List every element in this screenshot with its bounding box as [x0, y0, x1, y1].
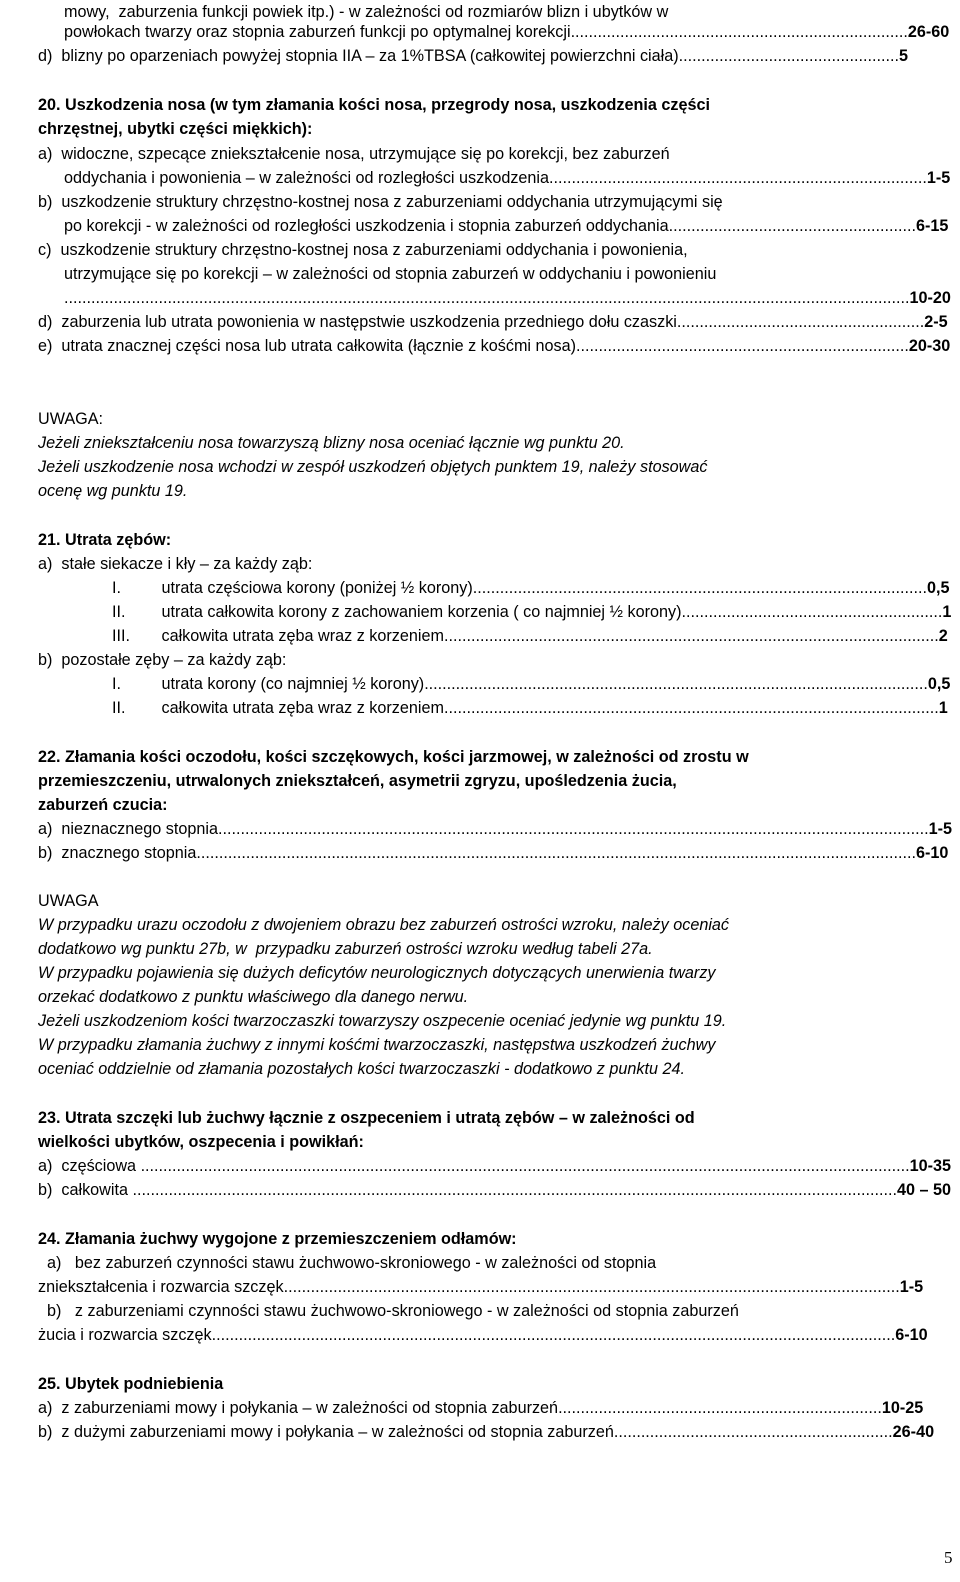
score-value: 2-5 — [924, 313, 948, 331]
text-line — [38, 529, 171, 551]
line-text: ocenę wg punktu 19. — [38, 482, 188, 500]
score-value: 26-40 — [892, 1423, 935, 1441]
text-line — [38, 1276, 923, 1298]
leader-dots: .......................................................... — [681, 603, 943, 621]
leader-dots: .......................................................................... — [576, 337, 909, 355]
text-line — [38, 1421, 934, 1443]
score-value: 1 — [938, 699, 948, 717]
line-text: powłokach twarzy oraz stopnia zaburzeń funkcji po optymalnej korekcji — [64, 23, 571, 41]
text-line — [38, 914, 729, 936]
text-line — [38, 1228, 517, 1250]
score-value: 1-5 — [899, 1278, 924, 1296]
line-text: b) z zaburzeniami czynności stawu żuchwowo-skroniowego - w zależności od stopnia zaburzeń — [38, 1302, 739, 1320]
leader-dots: .......................................................................................................................................................................... — [132, 1181, 898, 1199]
line-text: 25. Ubytek podniebienia — [38, 1375, 224, 1393]
line-text: c) uszkodzenie struktury chrzęstno-kostnej nosa z zaburzeniami oddychania i powonienia, — [38, 241, 688, 259]
line-text: zaburzeń czucia: — [38, 796, 168, 814]
line-text: po korekcji - w zależności od rozległości uszkodzenia i stopnia zaburzeń oddychania — [64, 217, 669, 235]
leader-dots: ........................................................................................................................................................ — [211, 1326, 896, 1344]
line-text: b) całkowita — [38, 1181, 133, 1199]
line-text: W przypadku urazu oczodołu z dwojeniem obrazu bez zaburzeń ostrości wzroku, należy oceniać — [38, 916, 730, 934]
text-line — [38, 1300, 739, 1322]
line-text: III. całkowita utrata zęba wraz z korzeniem — [112, 627, 444, 645]
text-line — [38, 770, 677, 792]
line-text: W przypadku pojawienia się dużych deficytów neurologicznych dotyczących unerwienia twarzy — [38, 964, 716, 982]
score-value: 10-25 — [881, 1399, 924, 1417]
line-text: II. utrata całkowita korony z zachowaniem korzenia ( co najmniej ½ korony) — [112, 603, 682, 621]
score-value: 1 — [942, 603, 952, 621]
text-line — [38, 1373, 223, 1395]
line-text: a) widoczne, szpecące zniekształcenie nosa, utrzymujące się po korekcji, bez zaburzeń — [38, 145, 670, 163]
text-line — [38, 432, 625, 454]
line-text: zniekształcenia i rozwarcia szczęk — [38, 1278, 284, 1296]
score-value: 6-10 — [915, 844, 949, 862]
line-text: dodatkowo wg punktu 27b, w przypadku zaburzeń ostrości wzroku według tabeli 27a. — [38, 940, 653, 958]
text-line — [112, 673, 950, 695]
text-line — [38, 480, 187, 502]
line-text: mowy, zaburzenia funkcji powiek itp.) - w zależności od rozmiarów blizn i ubytków w — [64, 3, 669, 21]
text-line — [38, 986, 468, 1008]
line-text: d) zaburzenia lub utrata powonienia w następstwie uszkodzenia przedniego dołu czaszki — [38, 313, 677, 331]
text-line — [64, 287, 951, 309]
page-number: 5 — [944, 1548, 953, 1567]
text-line — [38, 1252, 656, 1274]
leader-dots: ......................................................................................................................................... — [283, 1278, 900, 1296]
line-text: przemieszczeniu, utrwalonych zniekształceń, asymetrii zgryzu, upośledzenia żucia, — [38, 772, 677, 790]
text-line — [64, 167, 950, 189]
score-value: 5 — [899, 47, 909, 65]
line-text: 23. Utrata szczęki lub żuchwy łącznie z oszpeceniem i utratą zębów – w zależności od — [38, 1109, 695, 1127]
score-value: 10-35 — [909, 1157, 952, 1175]
text-line — [38, 94, 710, 116]
line-text: Jeżeli uszkodzenie nosa wchodzi w zespół uszkodzeń objętych punktem 19, należy stosować — [38, 458, 708, 476]
leader-dots: ................................................................................................................ — [424, 675, 928, 693]
line-text: II. całkowita utrata zęba wraz z korzeniem — [112, 699, 444, 717]
text-line — [38, 553, 312, 575]
line-text: orzekać dodatkowo z punktu właściwego dla danego nerwu. — [38, 988, 469, 1006]
text-line — [38, 1324, 928, 1346]
text-line — [38, 842, 948, 864]
text-line — [38, 938, 653, 960]
line-text: b) pozostałe zęby – za każdy ząb: — [38, 651, 287, 669]
line-text: utrzymujące się po korekcji – w zależności od stopnia zaburzeń w oddychaniu i powonieniu — [64, 265, 717, 283]
text-line — [38, 1397, 923, 1419]
leader-dots: ........................................................................... — [570, 23, 908, 41]
text-line — [38, 311, 948, 333]
line-text: oddychania i powonienia – w zależności od rozległości uszkodzenia — [64, 169, 550, 187]
leader-dots: ............................................................................................................................................................................................ — [64, 289, 910, 307]
text-line — [38, 1010, 726, 1032]
leader-dots: ........................................................................ — [558, 1399, 882, 1417]
score-value: 20-30 — [908, 337, 951, 355]
line-text: d) blizny po oparzeniach powyżej stopnia IIA – za 1%TBSA (całkowitej powierzchni ciała) — [38, 47, 679, 65]
text-line — [38, 1131, 364, 1153]
text-line — [64, 21, 949, 43]
text-line — [38, 191, 723, 213]
score-value: 6-15 — [916, 217, 949, 235]
line-text: wielkości ubytków, oszpecenia i powikłań: — [38, 1133, 364, 1151]
text-line — [38, 1034, 715, 1056]
score-value: 40 – 50 — [897, 1181, 952, 1199]
line-text: b) znacznego stopnia — [38, 844, 197, 862]
line-text: b) uszkodzenie struktury chrzęstno-kostnej nosa z zaburzeniami oddychania utrzymującymi się — [38, 193, 723, 211]
text-line — [64, 215, 948, 237]
line-text: 24. Złamania żuchwy wygojone z przemieszczeniem odłamów: — [38, 1230, 517, 1248]
line-text: I. utrata korony (co najmniej ½ korony) — [112, 675, 425, 693]
text-line — [38, 456, 707, 478]
line-text: 22. Złamania kości oczodołu, kości szczękowych, kości jarzmowej, w zależności od zrostu w — [38, 748, 749, 766]
leader-dots: ..................................................................................................... — [472, 579, 928, 597]
text-line — [38, 143, 670, 165]
line-text: oceniać oddzielnie od złamania pozostałych kości twarzoczaszki - dodatkowo z punktu 24. — [38, 1060, 685, 1078]
line-text: b) z dużymi zaburzeniami mowy i połykania – w zależności od stopnia zaburzeń — [38, 1423, 614, 1441]
line-text: I. utrata częściowa korony (poniżej ½ korony) — [112, 579, 473, 597]
leader-dots: ........................................................................................................................................................................... — [140, 1157, 910, 1175]
line-text: e) utrata znacznej części nosa lub utrata całkowita (łącznie z kośćmi nosa) — [38, 337, 577, 355]
text-line — [38, 1058, 685, 1080]
text-line — [38, 408, 103, 430]
leader-dots: .............................................................................................................. — [443, 699, 939, 717]
line-text: UWAGA — [38, 892, 99, 910]
text-line — [64, 1, 668, 23]
line-text: a) bez zaburzeń czynności stawu żuchwowo-skroniowego - w zależności od stopnia — [38, 1254, 657, 1272]
leader-dots: .............................................................. — [613, 1423, 893, 1441]
line-text: a) z zaburzeniami mowy i połykania – w zależności od stopnia zaburzeń — [38, 1399, 559, 1417]
line-text: a) częściowa — [38, 1157, 141, 1175]
line-text: Jeżeli zniekształceniu nosa towarzyszą blizny nosa oceniać łącznie wg punktu 20. — [38, 434, 625, 452]
text-line — [64, 263, 716, 285]
leader-dots: ................................................. — [678, 47, 899, 65]
text-line — [112, 625, 948, 647]
line-text: 21. Utrata zębów: — [38, 531, 172, 549]
text-line — [38, 649, 286, 671]
text-line — [38, 118, 312, 140]
leader-dots: ....................................................... — [668, 217, 917, 235]
leader-dots: ................................................................................................................................................................ — [196, 844, 916, 862]
line-text: Jeżeli uszkodzeniom kości twarzoczaszki towarzyszy oszpecenie oceniać jedynie wg punktu 19. — [38, 1012, 727, 1030]
line-text: chrzęstnej, ubytki części miękkich): — [38, 120, 313, 138]
score-value: 6-10 — [895, 1326, 928, 1344]
text-line — [112, 601, 951, 623]
text-line — [38, 962, 716, 984]
text-line — [38, 794, 168, 816]
line-text: 20. Uszkodzenia nosa (w tym złamania kości nosa, przegrody nosa, uszkodzenia części — [38, 96, 711, 114]
score-value: 26-60 — [907, 23, 950, 41]
line-text: żucia i rozwarcia szczęk — [38, 1326, 212, 1344]
score-value: 2 — [938, 627, 948, 645]
line-text: a) nieznacznego stopnia — [38, 820, 218, 838]
text-line — [112, 577, 950, 599]
score-value: 1-5 — [928, 820, 952, 838]
text-line — [38, 239, 688, 261]
score-value: 1-5 — [926, 169, 951, 187]
score-value: 10-20 — [909, 289, 951, 307]
text-line — [38, 1155, 951, 1177]
text-line — [112, 697, 948, 719]
text-line — [38, 1179, 951, 1201]
leader-dots: .............................................................................................................................................................. — [217, 820, 929, 838]
text-line — [38, 335, 950, 357]
text-line — [38, 818, 952, 840]
score-value: 0,5 — [927, 579, 950, 597]
text-line — [38, 890, 99, 912]
text-line — [38, 45, 908, 67]
text-line — [38, 1107, 695, 1129]
leader-dots: .................................................................................... — [549, 169, 927, 187]
leader-dots: ....................................................... — [676, 313, 925, 331]
score-value: 0,5 — [927, 675, 951, 693]
line-text: a) stałe siekacze i kły – za każdy ząb: — [38, 555, 313, 573]
leader-dots: .............................................................................................................. — [443, 627, 939, 645]
text-line — [38, 746, 749, 768]
line-text: UWAGA: — [38, 410, 104, 428]
line-text: W przypadku złamania żuchwy z innymi kośćmi twarzoczaszki, następstwa uszkodzeń żuchwy — [38, 1036, 716, 1054]
